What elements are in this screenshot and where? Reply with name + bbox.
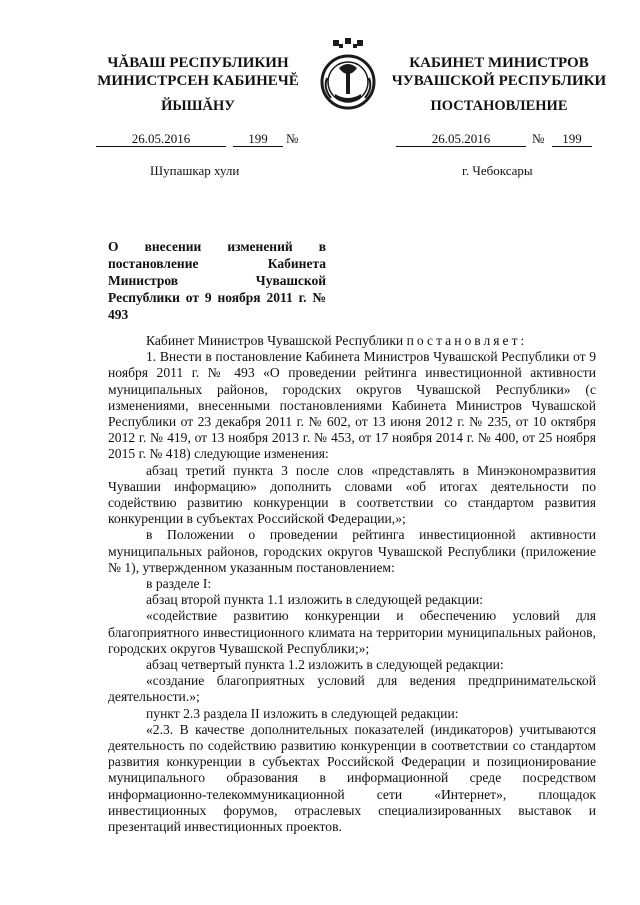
left-city: Шупашкар хули — [150, 163, 240, 178]
body-paragraph: в Положении о проведении рейтинга инвестиционной активности муниципальных районов, городских округов Чувашской Республики (приложение № 1), утвержденном указанным постановлением: — [108, 527, 596, 575]
left-date: 26.05.2016 — [96, 131, 226, 147]
body-paragraph: абзац второй пункта 1.1 изложить в следующей редакции: — [146, 592, 484, 608]
body-paragraph: абзац третий пункта 3 после слов «представлять в Минэкономразвития Чувашии информацию» дополнить словами «об итогах деятельности по содействию развитию конкуренции в соответствии со стандартом развития конкуренции в субъектах Российской Федерации,»; — [108, 462, 596, 527]
header-left-kind: ЙЫШĂНУ — [161, 98, 235, 114]
body-paragraph: «создание благоприятных условий для ведения предпринимательской деятельности.»; — [108, 673, 596, 705]
left-number-sign: № — [286, 131, 299, 146]
body-paragraph: 1. Внести в постановление Кабинета Министров Чувашской Республики от 9 ноября 2011 г. № 493 «О проведении рейтинга инвестиционной активности муниципальных районов, городских округов Чувашской Республики» (с изменениями, внесенными постановлениями Кабинета Министров Чувашской Республики от 23 декабря 2011 г. № 602, от 13 июня 2012 г. № 235, от 10 октября 2012 г. № 419, от 13 ноября 2013 г. № 453, от 17 ноября 2014 г. № 400, от 25 ноября 2015 г. № 418) следующие изменения: — [108, 349, 596, 462]
header-right-kind: ПОСТАНОВЛЕНИЕ — [430, 98, 568, 114]
lead-text: Кабинет Министров Чувашской Республики — [146, 333, 404, 348]
left-number: 199 — [233, 131, 283, 147]
left-date-number-line — [96, 131, 316, 147]
header-right-line1: КАБИНЕТ МИНИСТРОВ — [409, 55, 589, 71]
body-paragraph: «2.3. В качестве дополнительных показателей (индикаторов) учитываются деятельность по содействию развитию конкуренции в соответствии со стандартом развития конкуренции в субъектах Российской Федерации и позиционирование муниципального образования в информационной среде посредством информационно-телекоммуникационной сети «Интернет», площадок инвестиционных форумов, отраслевых специализированных выставок и презентаций инвестиционных проектов. — [108, 721, 596, 835]
document-body — [108, 333, 596, 835]
right-number: 199 — [552, 131, 592, 147]
body-paragraph: абзац четвертый пункта 1.2 изложить в следующей редакции: — [146, 657, 504, 673]
chuvash-emblem-icon — [313, 38, 383, 114]
right-city: г. Чебоксары — [462, 163, 533, 178]
document-title: О внесении изменений в постановление Кабинета Министров Чувашской Республики от 9 ноября 2011 г. № 493 — [108, 239, 326, 322]
header-right-line2: ЧУВАШСКОЙ РЕСПУБЛИКИ — [391, 73, 607, 89]
body-paragraph: в разделе I: — [146, 576, 212, 592]
header-left-line2: МИНИСТРСЕН КАБИНЕЧĔ — [97, 73, 299, 89]
header-left-line1: ЧĂВАШ РЕСПУБЛИКИН — [107, 55, 289, 71]
lead-verb: постановляет: — [406, 333, 528, 348]
body-paragraph: пункт 2.3 раздела II изложить в следующей редакции: — [146, 705, 459, 721]
right-date-number-line — [396, 131, 596, 147]
header-right — [388, 54, 610, 90]
right-number-sign: № — [532, 131, 545, 146]
lead-paragraph — [108, 333, 596, 349]
header-left — [88, 54, 308, 90]
right-date: 26.05.2016 — [396, 131, 526, 147]
body-paragraph: «содействие развитию конкуренции и обеспечению условий для благоприятного инвестиционного климата на территории муниципальных районов, городских округов Чувашской Республики;»; — [108, 608, 596, 656]
